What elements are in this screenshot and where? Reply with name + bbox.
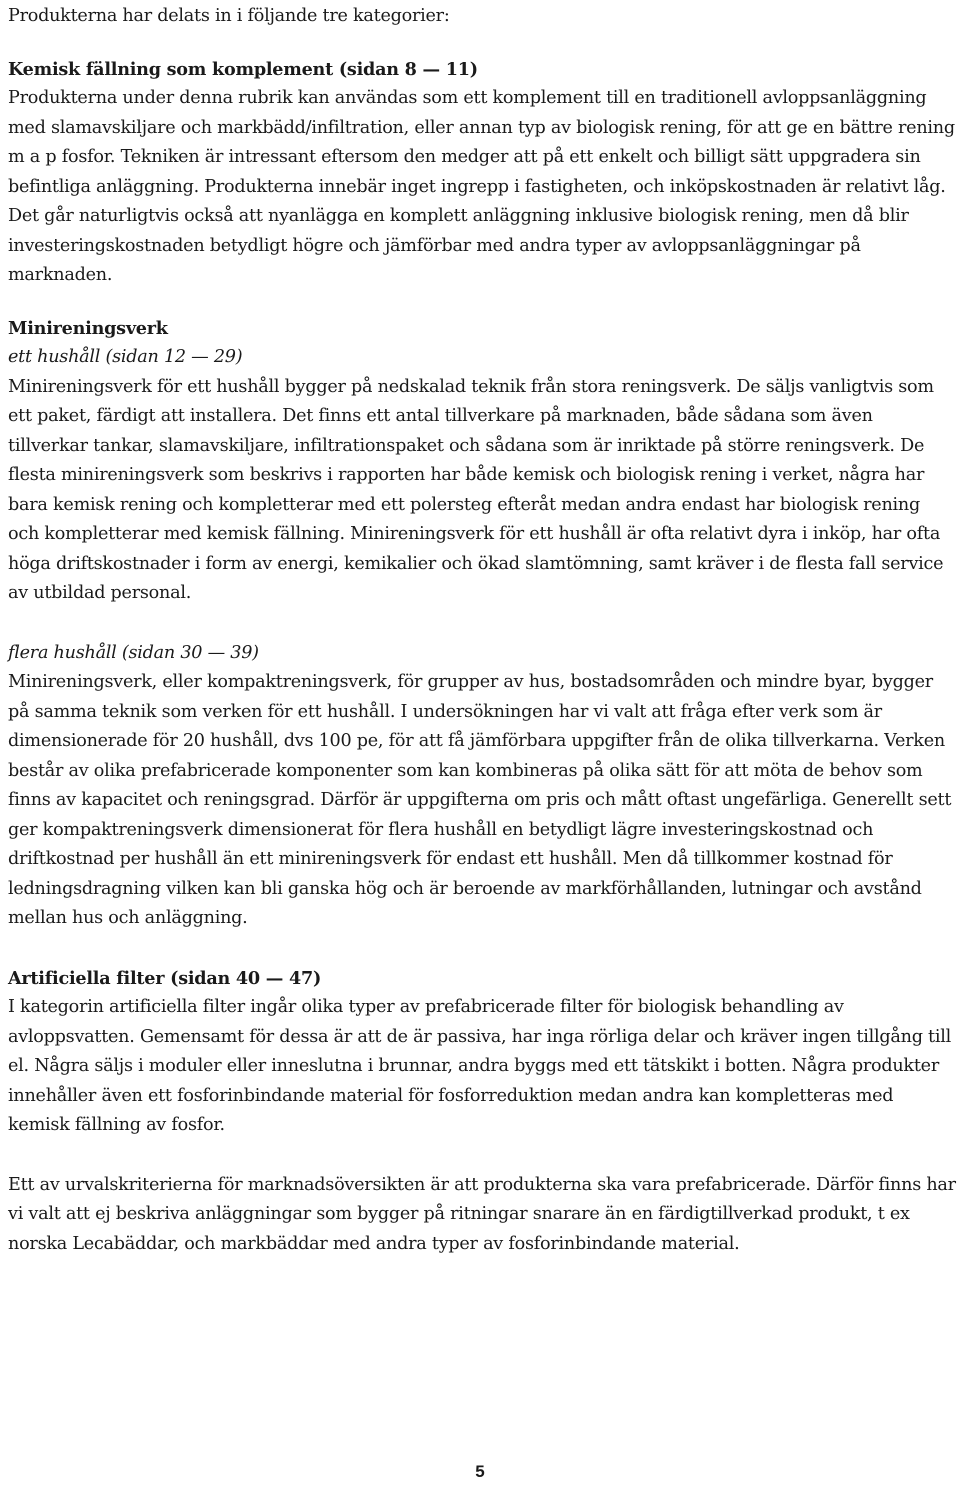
heading-artificiella-filter: Artificiella filter (sidan 40 — 47) bbox=[8, 967, 322, 989]
subheading-flera-hushall: flera hushåll (sidan 30 — 39) bbox=[8, 642, 259, 663]
subheading-ett-hushall: ett hushåll (sidan 12 — 29) bbox=[8, 347, 243, 367]
intro-text: Produkterna har delats in i följande tre kategorier: bbox=[8, 6, 450, 26]
body-artificiella-filter: I kategorin artificiella filter ingår olika typer av prefabricerade filter för biologisk behandling av avloppsvatten. Gemensamt för dessa är att de är passiva, har inga rörliga delar och kräver ingen tillgång till el. Några säljs i moduler eller inneslutna i brunnar, andra byggs med ett tätskikt i botten. Några produkter innehåller även ett fosforinbindande material för fosforreduktion medan andra kan kompletteras med kemisk fällning av fosfor. bbox=[8, 997, 952, 1135]
spacer bbox=[8, 32, 956, 55]
spacer bbox=[8, 291, 956, 314]
closing-paragraph: Ett av urvalskriterierna för marknadsöversikten är att produkterna ska vara prefabricerade. Därför finns har vi valt att ej beskriva anläggningar som bygger på ritningar snarare än en färdigtillverkad produkt, t ex norska Lecabäddar, och markbäddar med andra typer av fosforinbindande material. bbox=[8, 1174, 956, 1254]
body-ett-hushall: Minireningsverk för ett hushåll bygger på nedskalad teknik från stora reningsverk. De säljs vanligtvis som ett paket, färdigt att installera. Det finns ett antal tillverkare på marknaden, både sådana som även tillverkar tankar, slamavskiljare, infiltrationspaket och sådana som är inriktade på större reningsverk. De flesta minireningsverk som beskrivs i rapporten har både kemisk och biologisk rening i verket, några har bara kemisk rening och kompletterar med ett polersteg efteråt medan andra endast har biologisk rening och kompletterar med kemisk fällning. Minireningsverk för ett hushåll är ofta relativt dyra i inköp, har ofta höga driftskostnader i form av energi, kemikalier och ökad slamtömning, samt kräver i de flesta fall service av utbildad personal. bbox=[8, 376, 944, 603]
heading-kemisk-fallning: Kemisk fällning som komplement (sidan 8 — 11) bbox=[8, 58, 478, 80]
spacer bbox=[8, 609, 956, 639]
document-page bbox=[8, 2, 956, 1259]
body-flera-hushall: Minireningsverk, eller kompaktreningsverk, för grupper av hus, bostadsområden och mindre byar, bygger på samma teknik som verken för ett hushåll. I undersökningen har vi valt att fråga efter verk som är dimensionerade för 20 hushåll, dvs 100 pe, för att få jämförbara uppgifter från de olika tillverkarna. Verken består av olika prefabricerade komponenter som kan kombineras på olika sätt för att möta de behov som finns av kapacitet och reningsgrad. Därför är uppgifterna om pris och mått oftast ungefärliga. Generellt sett ger kompaktreningsverk dimensionerat för flera hushåll en betydligt lägre investeringskostnad och driftkostnad per hushåll än ett minireningsverk för endast ett hushåll. Men då tillkommer kostnad för ledningsdragning vilken kan bli ganska hög och är beroende av markförhållanden, lutningar och avstånd mellan hus och anläggning. bbox=[8, 672, 952, 928]
page-number: 5 bbox=[475, 1462, 485, 1481]
spacer bbox=[8, 1141, 956, 1171]
heading-minireningsverk: Minireningsverk bbox=[8, 317, 168, 339]
body-kemisk-fallning: Produkterna under denna rubrik kan användas som ett komplement till en traditionell avloppsanläggning med slamavskiljare och markbädd/infiltration, eller annan typ av biologisk rening, för att ge en bättre rening m a p fosfor. Tekniken är intressant eftersom den medger att på ett enkelt och billigt sätt uppgradera sin befintliga anläggning. Produkterna innebär inget ingrepp i fastigheten, och inköpskostnaden är relativt låg. Det går naturligtvis också att nyanlägga en komplett anläggning inklusive biologisk rening, men då blir investeringskostnaden betydligt högre och jämförbar med andra typer av avloppsanläggningar på marknaden. bbox=[8, 88, 955, 285]
spacer bbox=[8, 934, 956, 964]
